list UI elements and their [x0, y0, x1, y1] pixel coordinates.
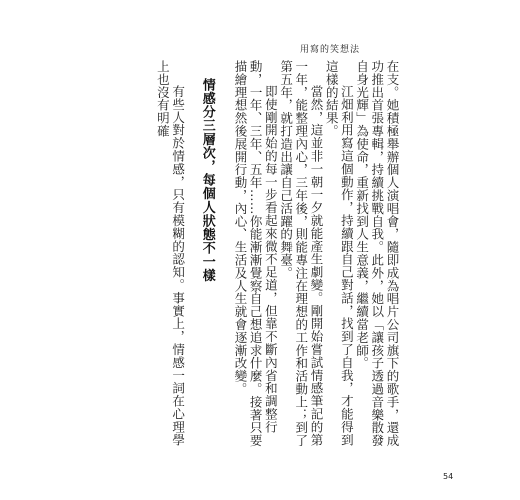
page-number: 54	[443, 472, 454, 481]
running-head: 用寫的笑想法	[300, 45, 361, 55]
paragraph-4: 即使剛開始的每一步看起來微不足道，但靠不斷內省和調整行動，一年、三年、五年……你能漸漸覺察自己想追求什麼。接著只要描繪理想然後展開行動，內心、生活及人生就會逐漸改變。	[232, 60, 279, 447]
vertical-text-block	[155, 60, 400, 455]
paragraph-1: 在支。她積極舉辦個人演唱會，隨即成為唱片公司旗下的歌手，還成功推出首張專輯，持續挑戰自我。此外，她以「讓孩子透過音樂散發自身光輝」為使命，重新找到人生意義，繼續當老師。	[354, 60, 400, 447]
section-heading: 情感分三層次，每個人狀態不一樣	[199, 78, 215, 282]
paragraph-3: 當然，這並非一朝一夕就能產生劇變。剛開始嘗試情感筆記的第一年，能整理內心，三年後，則能專注在理想的工作和活動上；到了第五年，就打造出讓自己活躍的舞臺。	[278, 60, 324, 447]
paragraph-5: 有些人對於情感，只有模糊的認知。事實上，情感一詞在心理學上也沒有明確	[155, 60, 186, 447]
paragraph-2: 江畑利用寫這個動作，持續跟自己對話，找到了自我，才能得到這樣的結果。	[324, 60, 355, 447]
